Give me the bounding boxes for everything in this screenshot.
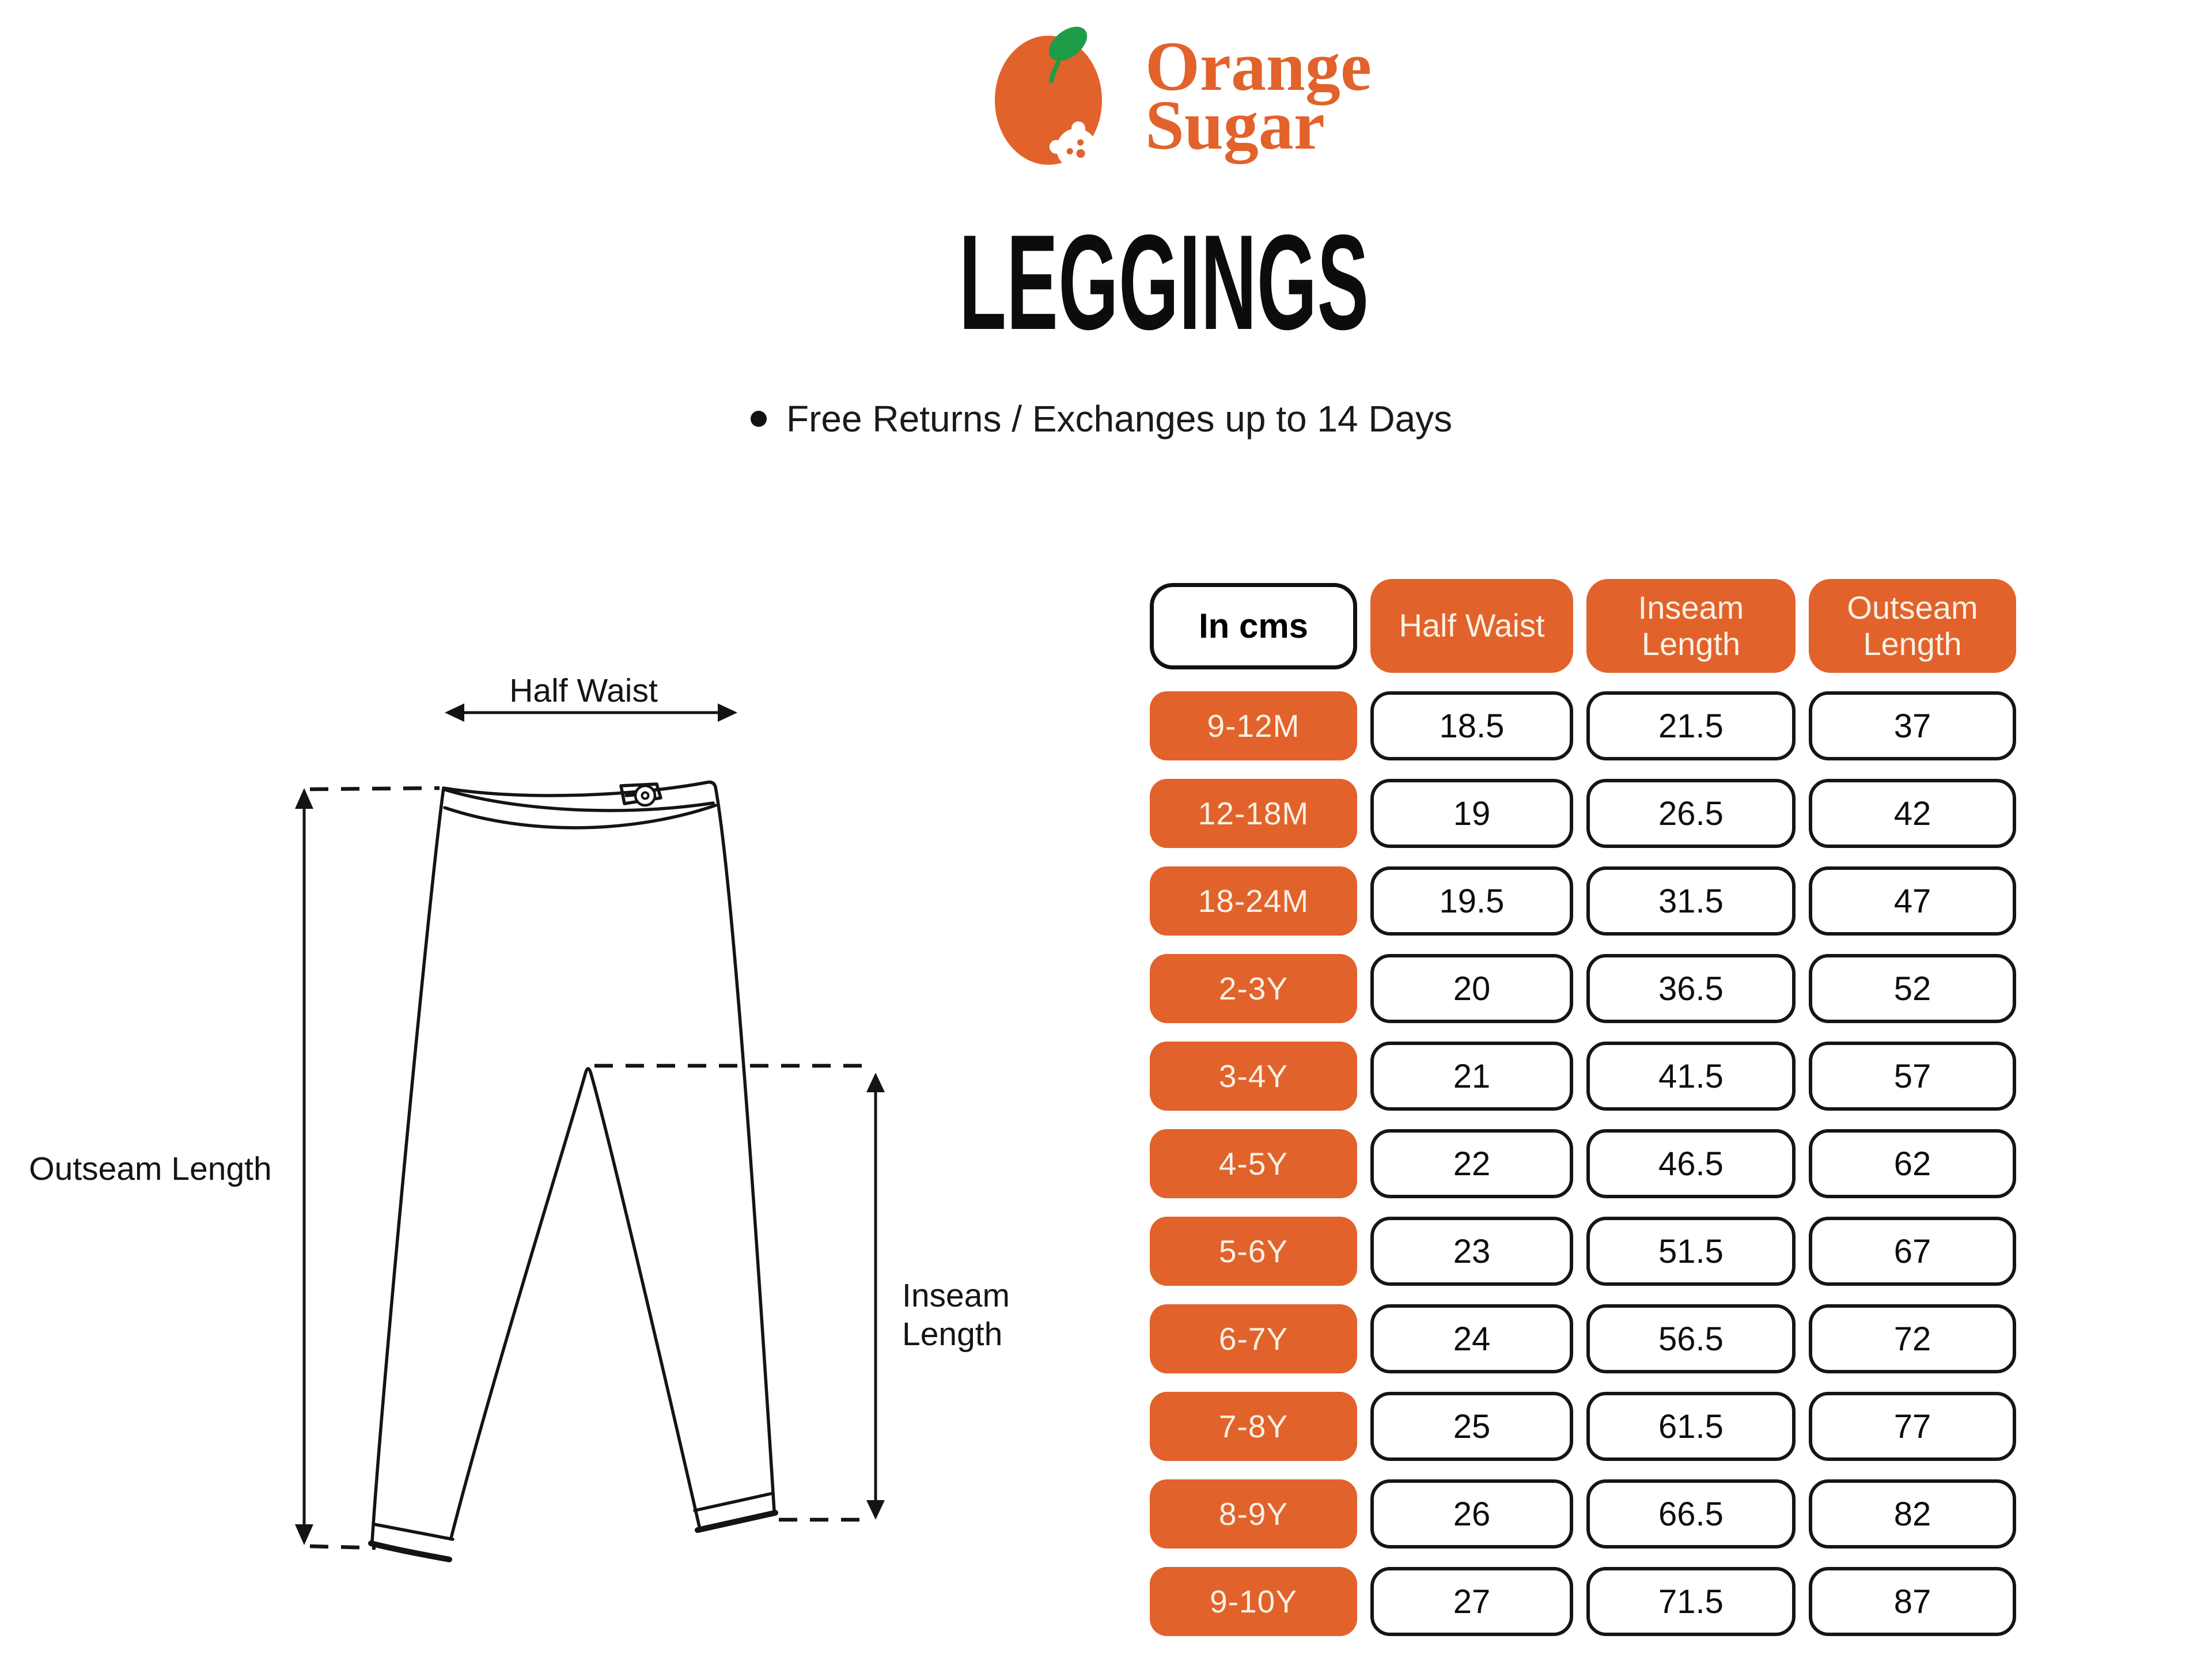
half-waist-value: 24: [1370, 1304, 1573, 1373]
half-waist-value: 18.5: [1370, 691, 1573, 760]
half-waist-value: 25: [1370, 1392, 1573, 1461]
snap-button-icon: [635, 786, 655, 805]
outseam-label: Outseam Length: [29, 1150, 272, 1187]
inseam-length-value: 21.5: [1586, 691, 1796, 760]
half-waist-value: 26: [1370, 1479, 1573, 1549]
size-table: [1150, 579, 2016, 1636]
orange-fruit-icon: [995, 20, 1106, 177]
header-half-waist: Half Waist: [1370, 579, 1573, 673]
brand-name-line2: Sugar: [1145, 86, 1325, 164]
inseam-length-value: 56.5: [1586, 1304, 1796, 1373]
half-waist-value: 27: [1370, 1567, 1573, 1636]
inseam-length-value: 71.5: [1586, 1567, 1796, 1636]
half-waist-value: 19.5: [1370, 866, 1573, 936]
size-row-label: 3-4Y: [1150, 1042, 1357, 1111]
inseam-length-value: 46.5: [1586, 1129, 1796, 1198]
bullet-icon: [751, 411, 767, 427]
returns-note-text: Free Returns / Exchanges up to 14 Days: [786, 398, 1453, 440]
brand-logo: [974, 12, 1417, 179]
leggings-drawing: [371, 782, 775, 1559]
returns-note: [751, 397, 1452, 440]
size-row-label: 8-9Y: [1150, 1479, 1357, 1549]
inseam-length-value: 31.5: [1586, 866, 1796, 936]
outseam-length-value: 42: [1809, 779, 2016, 848]
size-row-label: 6-7Y: [1150, 1304, 1357, 1373]
leggings-measurement-diagram: [0, 657, 1037, 1662]
half-waist-value: 23: [1370, 1217, 1573, 1286]
outseam-length-value: 72: [1809, 1304, 2016, 1373]
inseam-length-value: 36.5: [1586, 954, 1796, 1023]
half-waist-value: 20: [1370, 954, 1573, 1023]
outseam-length-value: 67: [1809, 1217, 2016, 1286]
size-row-label: 7-8Y: [1150, 1392, 1357, 1461]
half-waist-label: Half Waist: [509, 672, 658, 709]
outseam-length-value: 47: [1809, 866, 2016, 936]
outseam-length-value: 52: [1809, 954, 2016, 1023]
outseam-length-value: 57: [1809, 1042, 2016, 1111]
half-waist-value: 22: [1370, 1129, 1573, 1198]
size-row-label: 9-10Y: [1150, 1567, 1357, 1636]
size-row-label: 18-24M: [1150, 866, 1357, 936]
unit-header-cell: In cms: [1150, 583, 1357, 669]
outseam-length-value: 87: [1809, 1567, 2016, 1636]
inseam-length-value: 51.5: [1586, 1217, 1796, 1286]
half-waist-value: 19: [1370, 779, 1573, 848]
outseam-length-value: 62: [1809, 1129, 2016, 1198]
outseam-length-value: 37: [1809, 691, 2016, 760]
inseam-label-line1: Inseam: [902, 1277, 1010, 1314]
inseam-arrow: [866, 1073, 885, 1520]
inseam-length-value: 61.5: [1586, 1392, 1796, 1461]
header-inseam-length: Inseam Length: [1586, 579, 1796, 673]
outseam-length-value: 77: [1809, 1392, 2016, 1461]
outseam-bottom-guide: [310, 1546, 376, 1548]
outseam-arrow: [295, 788, 313, 1545]
outseam-length-value: 82: [1809, 1479, 2016, 1549]
brand-name-line1: Orange: [1145, 28, 1372, 105]
size-row-label: 5-6Y: [1150, 1217, 1357, 1286]
header-outseam-length: Outseam Length: [1809, 579, 2016, 673]
inseam-length-value: 41.5: [1586, 1042, 1796, 1111]
outseam-top-guide: [310, 788, 440, 789]
page-title: LEGGINGS: [959, 206, 1369, 358]
inseam-length-value: 26.5: [1586, 779, 1796, 848]
size-row-label: 2-3Y: [1150, 954, 1357, 1023]
half-waist-value: 21: [1370, 1042, 1573, 1111]
inseam-length-value: 66.5: [1586, 1479, 1796, 1549]
inseam-label-line2: Length: [902, 1316, 1003, 1353]
size-row-label: 12-18M: [1150, 779, 1357, 848]
size-row-label: 4-5Y: [1150, 1129, 1357, 1198]
size-row-label: 9-12M: [1150, 691, 1357, 760]
